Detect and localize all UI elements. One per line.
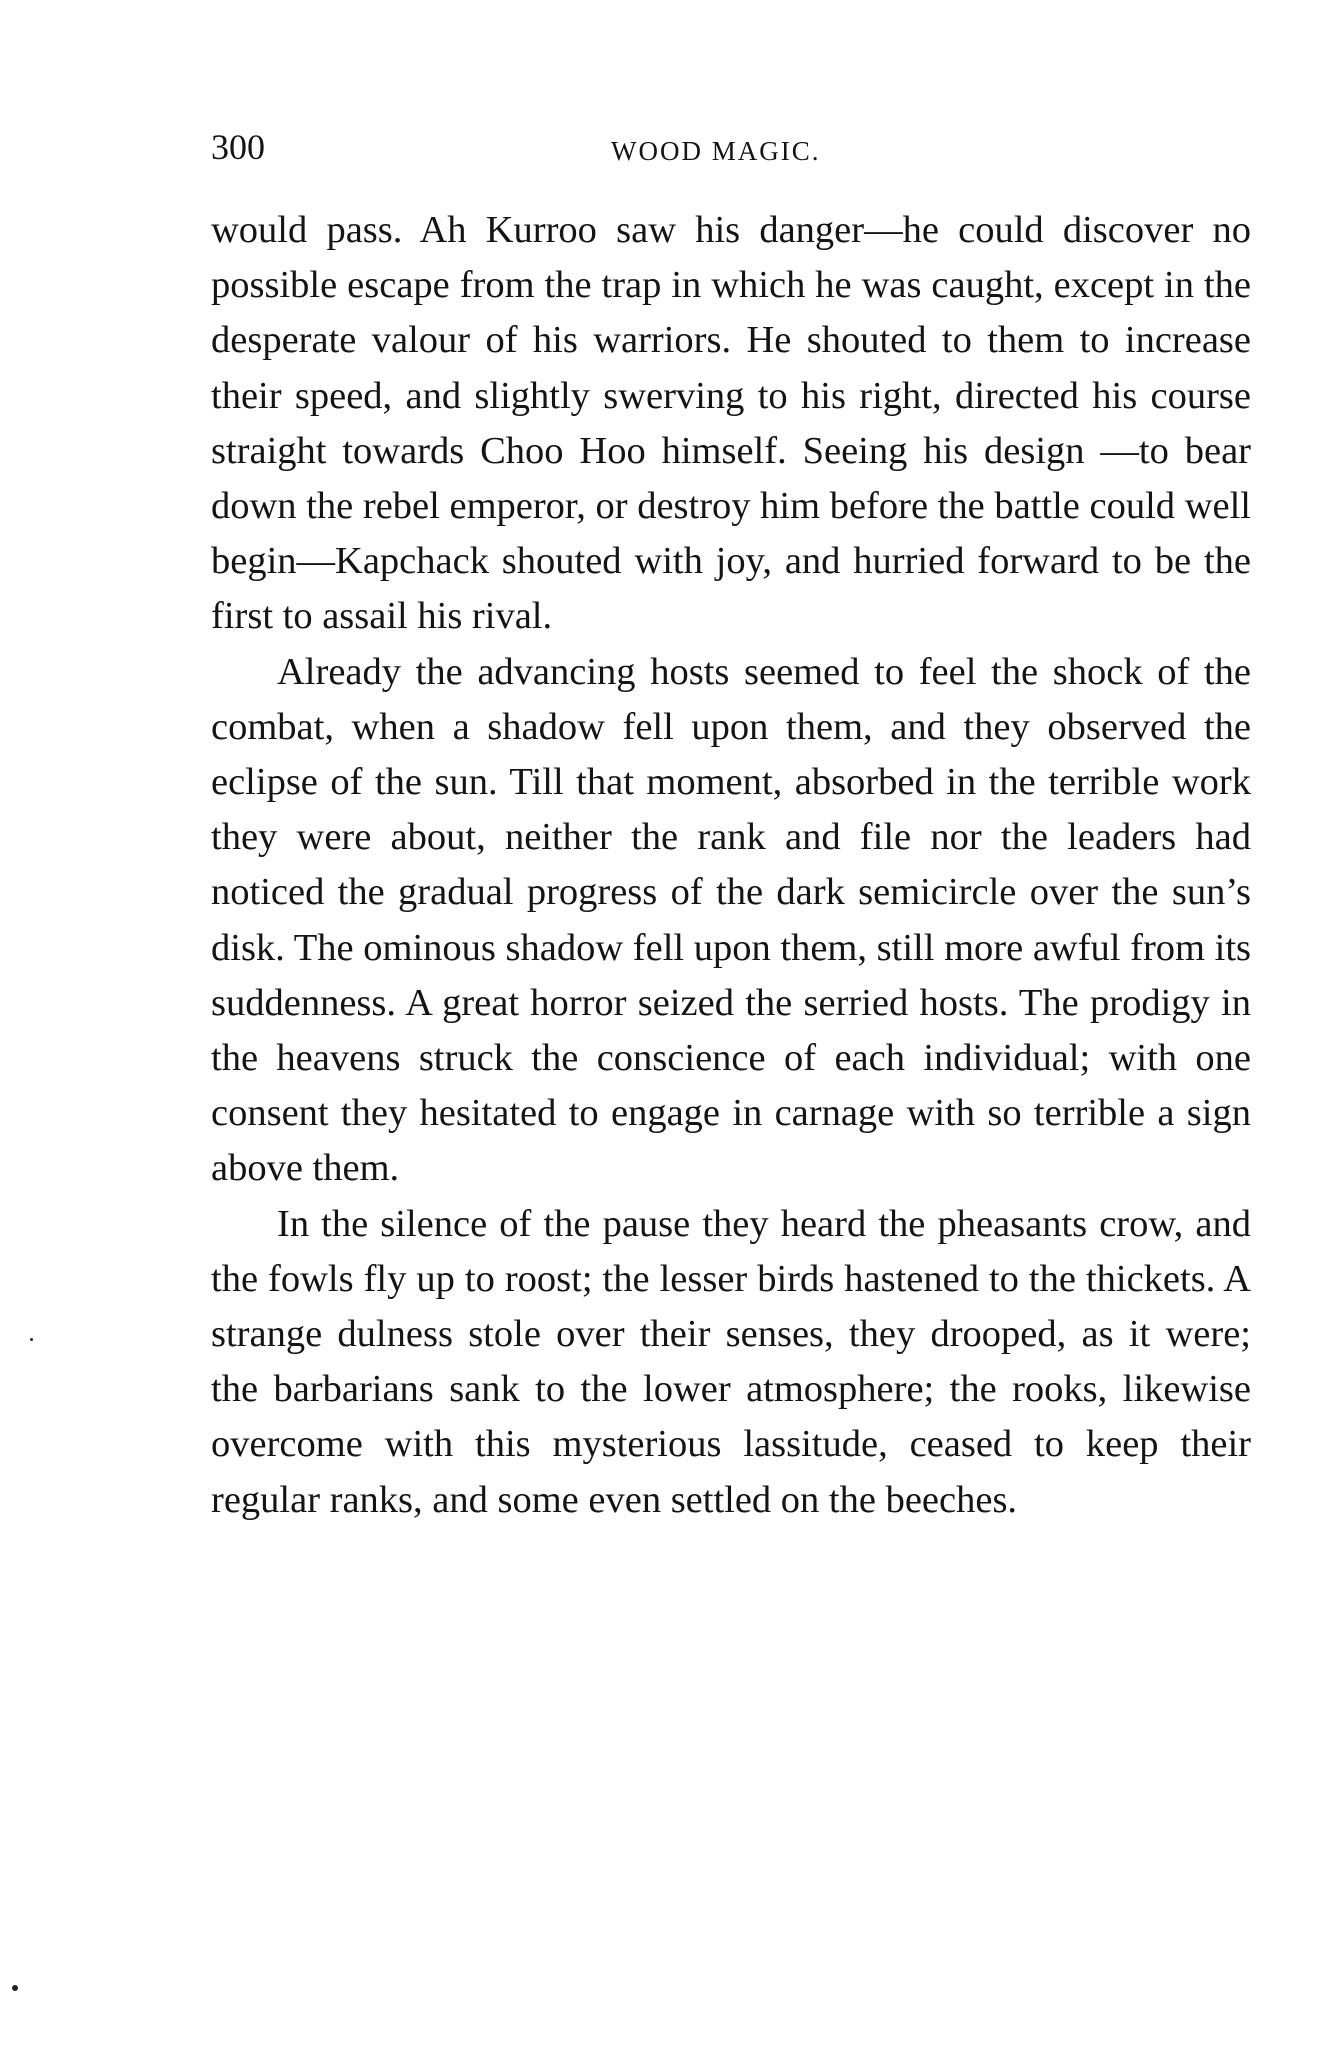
paper-speck [12, 1985, 18, 1991]
paragraph-eclipse: Already the advancing hosts seemed to feel the shock of the combat, when a shadow fell upon them, and they observed the eclipse of the sun. Till that moment, absorbed in the terrible work they were about, neither the rank and file nor the leaders had noticed the gradual progress of the dark semicircle over the sun’s disk. The ominous shadow fell upon them, still more awful from its suddenness. A great horror seized the serried hosts. The prodigy in the heavens struck the conscience of each individual; with one consent they hesitated to engage in carnage with so terrible a sign above them. [211, 650, 1251, 1190]
paper-speck [30, 1338, 33, 1341]
paragraph-continuation: would pass. Ah Kurroo saw his danger—he could discover no possible escape from the trap in which he was caught, except in the desperate valour of his warriors. He shouted to them to increase their speed, and slightly swerving to his right, directed his course straight towards Choo Hoo himself. Seeing his design —to bear down the rebel emperor, or destroy him before the battle could well begin—Kapchack shouted with joy, and hurried forward to be the first to assail his rival. [211, 209, 1251, 638]
running-title: WOOD MAGIC. [611, 136, 821, 166]
page-number: 300 [211, 127, 265, 167]
paragraph-silence: In the silence of the pause they heard the pheasants crow, and the fowls fly up to roost; the lesser birds hastened to the thickets. A strange dulness stole over their senses, they drooped, as it were; the barbarians sank to the lower atmosphere; the rooks, likewise overcome with this mysterious lassitude, ceased to keep their regular ranks, and some even settled on the beeches. [211, 1202, 1251, 1521]
running-head [211, 122, 1251, 172]
text-body [211, 203, 1251, 1528]
